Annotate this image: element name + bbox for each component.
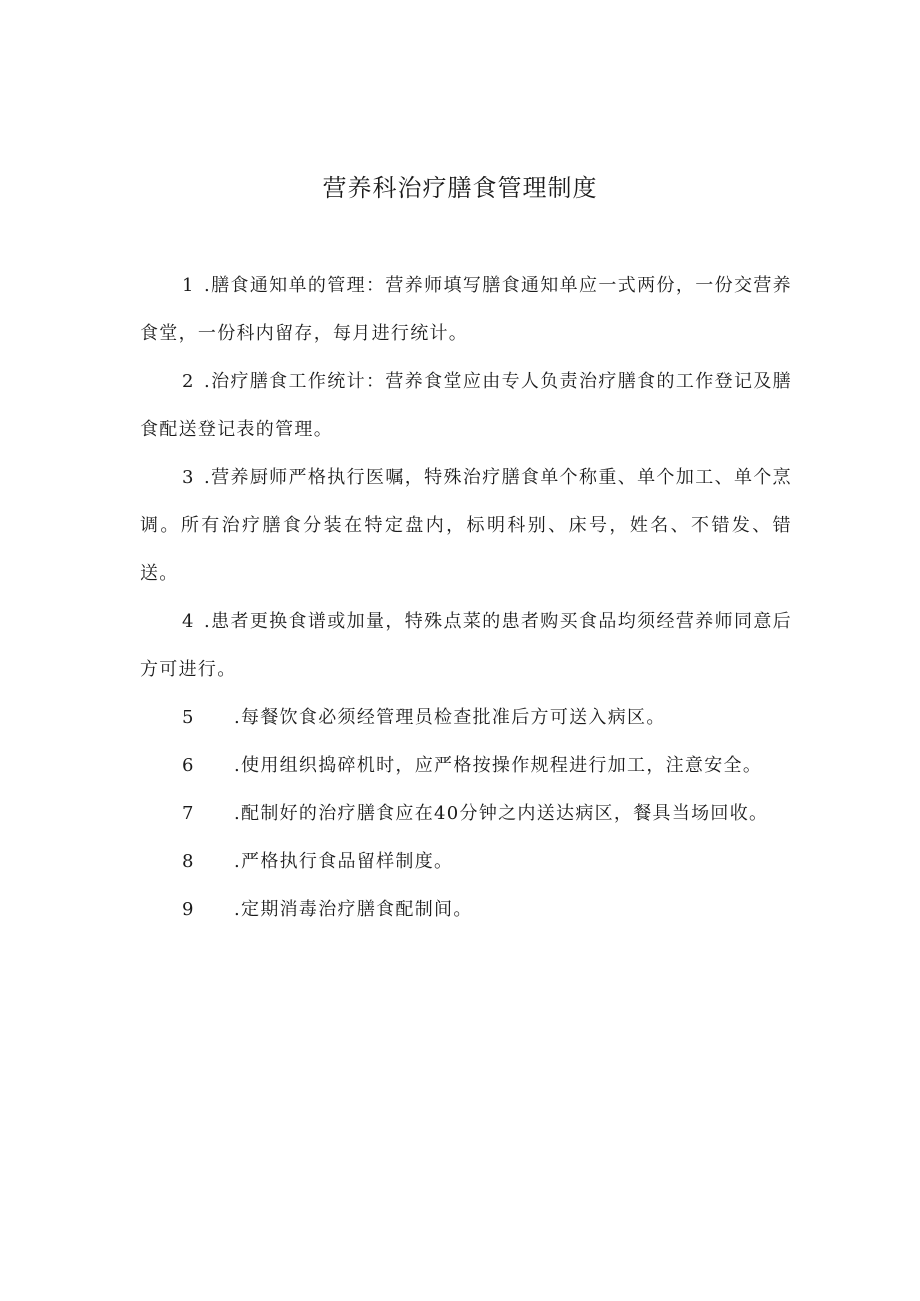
rule-number: 1 [182, 275, 195, 296]
rule-text: .治疗膳食工作统计：营养食堂应由专人负责治疗膳食的工作登记及膳食配送登记表的管理。 [140, 371, 792, 440]
rule-item-9 [140, 886, 792, 934]
document-body [140, 262, 792, 934]
rule-item-3 [140, 454, 792, 598]
rule-number: 2 [182, 371, 195, 392]
rule-item-7 [140, 790, 792, 838]
rule-text: .患者更换食谱或加量，特殊点菜的患者购买食品均须经营养师同意后方可进行。 [140, 611, 792, 680]
rule-text: .使用组织捣碎机时，应严格按操作规程进行加工，注意安全。 [234, 755, 763, 776]
rule-text: .严格执行食品留样制度。 [234, 851, 454, 872]
rule-text: .营养厨师严格执行医嘱，特殊治疗膳食单个称重、单个加工、单个烹调。所有治疗膳食分装在特定盘内，标明科别、床号，姓名、不错发、错送。 [140, 467, 792, 584]
rule-item-8 [140, 838, 792, 886]
rule-text: .膳食通知单的管理：营养师填写膳食通知单应一式两份，一份交营养食堂，一份科内留存，每月进行统计。 [140, 275, 792, 344]
rule-number: 3 [182, 467, 195, 488]
rule-text: .每餐饮食必须经管理员检查批准后方可送入病区。 [234, 707, 666, 728]
page-title: 营养科治疗膳食管理制度 [322, 174, 598, 202]
rule-number: 8 [182, 851, 195, 872]
rule-number: 4 [182, 611, 195, 632]
rule-item-5 [140, 694, 792, 742]
rule-item-4 [140, 598, 792, 694]
rule-number: 7 [182, 803, 195, 824]
rule-text: .定期消毒治疗膳食配制间。 [234, 899, 473, 920]
rule-text: .配制好的治疗膳食应在40分钟之内送达病区，餐具当场回收。 [234, 803, 769, 824]
rule-item-6 [140, 742, 792, 790]
rule-number: 5 [182, 707, 195, 728]
rule-number: 9 [182, 899, 195, 920]
rule-number: 6 [182, 755, 195, 776]
rule-item-2 [140, 358, 792, 454]
rule-item-1 [140, 262, 792, 358]
